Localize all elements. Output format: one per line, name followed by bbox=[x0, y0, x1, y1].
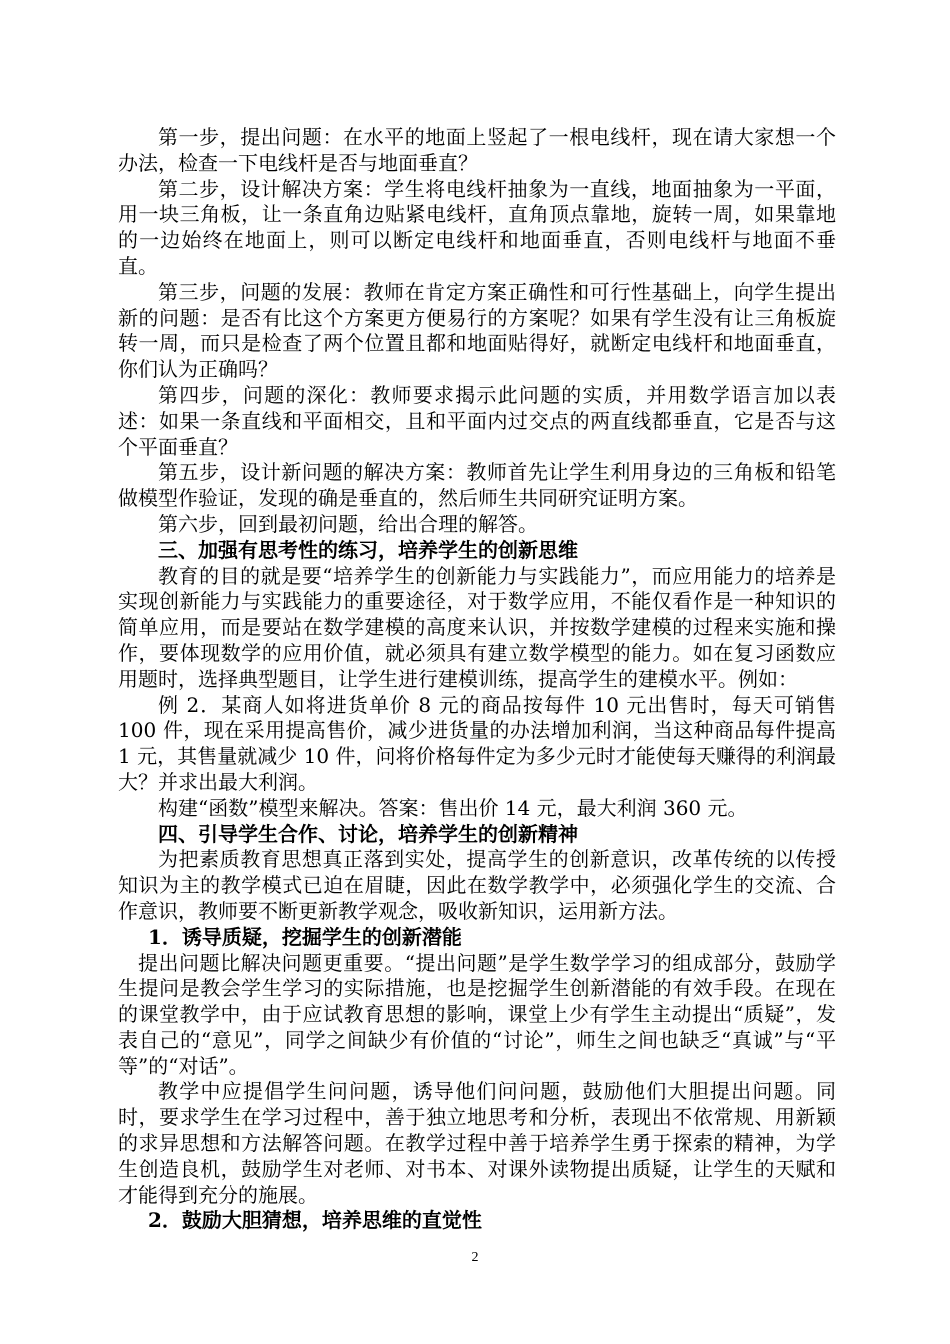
subsection-heading-2: 2．鼓励大胆猜想，培养思维的直觉性 bbox=[148, 1208, 482, 1233]
paragraph-quality-education: 为把素质教育思想真正落到实处，提高学生的创新意识，改革传统的以传授知识为主的教学模式已迫在眉睫，因此在数学教学中，必须强化学生的交流、合作意识，教师要不断更新教学观念，吸收新知识，运用新方法。 bbox=[118, 847, 836, 923]
paragraph-step-2: 第二步，设计解决方案：学生将电线杆抽象为一直线，地面抽象为一平面，用一块三角板，让一条直角边贴紧电线杆，直角顶点靠地，旋转一周，如果靠地的一边始终在地面上，则可以断定电线杆和地面垂直，否则电线杆与地面不垂直。 bbox=[118, 176, 836, 278]
paragraph-example-2: 例 2．某商人如将进货单价 8 元的商品按每件 10 元出售时，每天可销售 100 件，现在采用提高售价，减少进货量的办法增加利润，当这种商品每件提高 1 元，其售量就减少 10 件，问将价格每件定为多少元时才能使每天赚得的利润最大？并求出最大利润。 bbox=[118, 692, 836, 794]
paragraph-step-1: 第一步，提出问题：在水平的地面上竖起了一根电线杆，现在请大家想一个办法，检查一下电线杆是否与地面垂直？ bbox=[118, 125, 836, 175]
paragraph-step-5: 第五步，设计新问题的解决方案：教师首先让学生利用身边的三角板和铅笔做模型作验证，发现的确是垂直的，然后师生共同研究证明方案。 bbox=[118, 460, 836, 511]
paragraph-raise-questions: 提出问题比解决问题更重要。“提出问题”是学生数学学习的组成部分，鼓励学生提问是教会学生学习的实际措施，也是挖掘学生创新潜能的有效手段。在现在的课堂教学中，由于应试教育思想的影响，课堂上少有学生主动提出“质疑”，发表自己的“意见”，同学之间缺少有价值的“讨论”，师生之间也缺乏“真诚”与“平等”的“对话”。 bbox=[118, 950, 836, 1078]
subsection-heading-1: 1．诱导质疑，挖掘学生的创新潜能 bbox=[148, 924, 462, 949]
paragraph-step-4: 第四步，问题的深化：教师要求揭示此问题的实质，并用数学语言加以表述：如果一条直线和平面相交，且和平面内过交点的两直线都垂直，它是否与这个平面垂直？ bbox=[118, 382, 836, 459]
section-heading-4: 四、引导学生合作、讨论，培养学生的创新精神 bbox=[158, 821, 578, 846]
document-body bbox=[118, 125, 836, 1234]
paragraph-encourage-questions: 教学中应提倡学生问问题，诱导他们问问题，鼓励他们大胆提出问题。同时，要求学生在学习过程中，善于独立地思考和分析，表现出不依常规、用新颖的求异思想和方法解答问题。在教学过程中善于培养学生勇于探索的精神，为学生创造良机，鼓励学生对老师、对书本、对课外读物提出质疑，让学生的天赋和才能得到充分的施展。 bbox=[118, 1079, 836, 1207]
paragraph-answer: 构建“函数”模型来解决。答案：售出价 14 元，最大利润 360 元。 bbox=[158, 795, 748, 820]
paragraph-modeling: 教育的目的就是要“培养学生的创新能力与实践能力”，而应用能力的培养是实现创新能力与实践能力的重要途径，对于数学应用，不能仅看作是一种知识的简单应用，而是要站在数学建模的高度来认识，并按数学建模的过程来实施和操作，要体现数学的应用价值，就必须具有建立数学模型的能力。如在复习函数应用题时，选择典型题目，让学生进行建模训练，提高学生的建模水平。例如： bbox=[118, 563, 836, 691]
paragraph-step-6: 第六步，回到最初问题，给出合理的解答。 bbox=[158, 511, 538, 536]
paragraph-step-3: 第三步，问题的发展：教师在肯定方案正确性和可行性基础上，向学生提出新的问题：是否有比这个方案更方便易行的方案呢？如果有学生没有让三角板旋转一周，而只是检查了两个位置且都和地面贴得好，就断定电线杆和地面垂直，你们认为正确吗？ bbox=[118, 279, 836, 382]
section-heading-3: 三、加强有思考性的练习，培养学生的创新思维 bbox=[158, 537, 578, 562]
page-number: 2 bbox=[471, 1250, 479, 1265]
